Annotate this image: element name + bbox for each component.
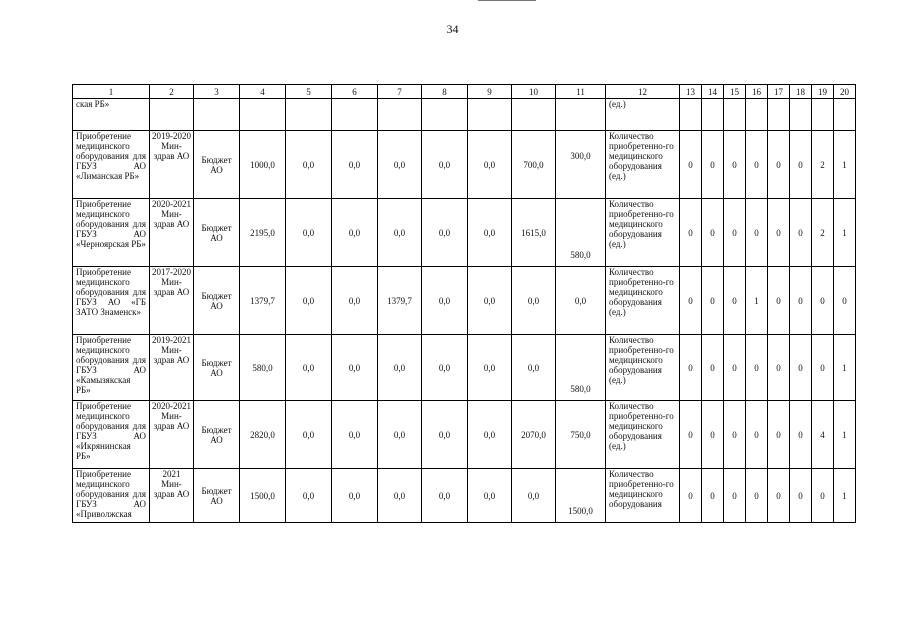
header-cell: 18 (790, 85, 812, 99)
amount-c6: 0,0 (332, 199, 378, 267)
period-executor: 2017-2020 Мин-здрав АО (150, 267, 194, 335)
amount-c7: 0,0 (378, 131, 422, 199)
amount-c11: 750,0 (556, 401, 606, 469)
amount-c4: 580,0 (240, 335, 286, 401)
indicator-name: Количество приобретенно-го медицинского оборудования (ед.) (606, 267, 680, 335)
indicator-year-value: 0 (746, 199, 768, 267)
amount-c6: 0,0 (332, 469, 378, 523)
indicator-year-value: 0 (746, 469, 768, 523)
indicator-year-value: 0 (834, 267, 856, 335)
funding-source: Бюджет АО (194, 401, 240, 469)
indicator-year-value: 0 (768, 267, 790, 335)
header-cell: 19 (812, 85, 834, 99)
table-row (73, 469, 856, 523)
indicator-year-value: 0 (812, 335, 834, 401)
header-cell: 11 (556, 85, 606, 99)
amount-c9: 0,0 (468, 131, 512, 199)
indicator-year-value: 0 (702, 335, 724, 401)
indicator-year-value: 1 (834, 131, 856, 199)
funding-source: Бюджет АО (194, 131, 240, 199)
period-executor: 2020-2021 Мин-здрав АО (150, 199, 194, 267)
header-cell: 14 (702, 85, 724, 99)
program-table (72, 84, 856, 523)
indicator-year-value: 0 (680, 335, 702, 401)
indicator-year-value: 0 (724, 335, 746, 401)
amount-c5: 0,0 (286, 267, 332, 335)
table-row (73, 131, 856, 199)
amount-c9: 0,0 (468, 267, 512, 335)
amount-c6: 0,0 (332, 401, 378, 469)
funding-source: Бюджет АО (194, 335, 240, 401)
amount-c5: 0,0 (286, 335, 332, 401)
indicator-year-value: 0 (790, 267, 812, 335)
header-cell: 2 (150, 85, 194, 99)
indicator-year-value: 0 (702, 469, 724, 523)
amount-c8: 0,0 (422, 469, 468, 523)
period-executor: 2019-2021 Мин-здрав АО (150, 335, 194, 401)
header-row (73, 85, 856, 99)
amount-c4: 2195,0 (240, 199, 286, 267)
amount-c5: 0,0 (286, 199, 332, 267)
funding-source: Бюджет АО (194, 199, 240, 267)
amount-c10: 0,0 (512, 267, 556, 335)
amount-c7: 1379,7 (378, 267, 422, 335)
indicator-year-value: 0 (724, 469, 746, 523)
measure-name: Приобретение медицинского оборудования для ГБУЗ АО «Камызякская РБ» (73, 335, 150, 401)
scan-mark (478, 0, 536, 3)
indicator-year-value: 0 (746, 401, 768, 469)
amount-c6: 0,0 (332, 267, 378, 335)
indicator-year-value: 1 (746, 267, 768, 335)
indicator-year-value: 0 (724, 267, 746, 335)
header-cell: 12 (606, 85, 680, 99)
amount-c11: 300,0 (556, 131, 606, 199)
indicator-year-value: 0 (790, 469, 812, 523)
indicator-year-value: 0 (680, 469, 702, 523)
indicator-year-value: 1 (834, 335, 856, 401)
amount-c8: 0,0 (422, 267, 468, 335)
table-row (73, 199, 856, 267)
header-cell: 13 (680, 85, 702, 99)
table-row (73, 267, 856, 335)
indicator-year-value: 0 (680, 401, 702, 469)
amount-c10: 700,0 (512, 131, 556, 199)
indicator-year-value: 0 (724, 401, 746, 469)
amount-c9: 0,0 (468, 401, 512, 469)
indicator-year-value: 0 (790, 199, 812, 267)
amount-c11: 1500,0 (556, 469, 606, 523)
continuation-row (73, 99, 856, 131)
amount-c11: 0,0 (556, 267, 606, 335)
amount-c7: 0,0 (378, 469, 422, 523)
amount-c7: 0,0 (378, 401, 422, 469)
indicator-year-value: 2 (812, 131, 834, 199)
amount-c5: 0,0 (286, 401, 332, 469)
measure-name: Приобретение медицинского оборудования для ГБУЗ АО «ГБ ЗАТО Знаменск» (73, 267, 150, 335)
indicator-year-value: 0 (812, 469, 834, 523)
amount-c4: 2820,0 (240, 401, 286, 469)
amount-c6: 0,0 (332, 335, 378, 401)
period-executor: 2020-2021 Мин-здрав АО (150, 401, 194, 469)
indicator-year-value: 0 (724, 199, 746, 267)
amount-c4: 1500,0 (240, 469, 286, 523)
indicator-year-value: 0 (746, 335, 768, 401)
amount-c11: 580,0 (556, 335, 606, 401)
amount-c11: 580,0 (556, 199, 606, 267)
header-cell: 3 (194, 85, 240, 99)
indicator-year-value: 1 (834, 401, 856, 469)
header-cell: 5 (286, 85, 332, 99)
measure-name: Приобретение медицинского оборудования для ГБУЗ АО «Икрянинская РБ» (73, 401, 150, 469)
amount-c9: 0,0 (468, 469, 512, 523)
period-executor: 2021 Мин-здрав АО (150, 469, 194, 523)
header-cell: 17 (768, 85, 790, 99)
indicator-year-value: 1 (834, 199, 856, 267)
indicator-year-value: 0 (680, 199, 702, 267)
indicator-year-value: 0 (702, 401, 724, 469)
header-cell: 4 (240, 85, 286, 99)
amount-c8: 0,0 (422, 335, 468, 401)
measure-name: Приобретение медицинского оборудования для ГБУЗ АО «Приволжская (73, 469, 150, 523)
amount-c10: 1615,0 (512, 199, 556, 267)
indicator-year-value: 0 (790, 335, 812, 401)
indicator-year-value: 0 (768, 131, 790, 199)
amount-c9: 0,0 (468, 199, 512, 267)
amount-c7: 0,0 (378, 199, 422, 267)
page-number: 34 (446, 22, 459, 36)
amount-c5: 0,0 (286, 131, 332, 199)
measure-name: Приобретение медицинского оборудования для ГБУЗ АО «Черноярская РБ» (73, 199, 150, 267)
indicator-year-value: 0 (724, 131, 746, 199)
indicator-year-value: 0 (680, 131, 702, 199)
indicator-year-value: 0 (702, 199, 724, 267)
indicator-year-value: 2 (812, 199, 834, 267)
indicator-year-value: 0 (702, 131, 724, 199)
amount-c9: 0,0 (468, 335, 512, 401)
continued-name: ская РБ» (73, 99, 150, 131)
amount-c6: 0,0 (332, 131, 378, 199)
indicator-year-value: 0 (768, 199, 790, 267)
indicator-year-value: 1 (834, 469, 856, 523)
measure-name: Приобретение медицинского оборудования для ГБУЗ АО «Лиманская РБ» (73, 131, 150, 199)
continued-indicator: (ед.) (606, 99, 680, 131)
header-cell: 20 (834, 85, 856, 99)
header-cell: 9 (468, 85, 512, 99)
funding-source: Бюджет АО (194, 267, 240, 335)
header-cell: 16 (746, 85, 768, 99)
amount-c4: 1000,0 (240, 131, 286, 199)
indicator-year-value: 0 (768, 335, 790, 401)
indicator-year-value: 0 (746, 131, 768, 199)
indicator-year-value: 0 (790, 131, 812, 199)
amount-c8: 0,0 (422, 199, 468, 267)
amount-c8: 0,0 (422, 401, 468, 469)
indicator-name: Количество приобретенно-го медицинского оборудования (ед.) (606, 131, 680, 199)
amount-c7: 0,0 (378, 335, 422, 401)
funding-source: Бюджет АО (194, 469, 240, 523)
amount-c4: 1379,7 (240, 267, 286, 335)
indicator-name: Количество приобретенно-го медицинского оборудования (ед.) (606, 401, 680, 469)
indicator-name: Количество приобретенно-го медицинского оборудования (ед.) (606, 335, 680, 401)
amount-c10: 0,0 (512, 335, 556, 401)
table-row (73, 401, 856, 469)
header-cell: 7 (378, 85, 422, 99)
indicator-year-value: 0 (768, 469, 790, 523)
header-cell: 10 (512, 85, 556, 99)
header-cell: 15 (724, 85, 746, 99)
amount-c10: 0,0 (512, 469, 556, 523)
header-cell: 6 (332, 85, 378, 99)
amount-c10: 2070,0 (512, 401, 556, 469)
header-cell: 8 (422, 85, 468, 99)
indicator-year-value: 0 (702, 267, 724, 335)
indicator-year-value: 4 (812, 401, 834, 469)
amount-c5: 0,0 (286, 469, 332, 523)
indicator-year-value: 0 (680, 267, 702, 335)
table-row (73, 335, 856, 401)
indicator-year-value: 0 (768, 401, 790, 469)
indicator-year-value: 0 (790, 401, 812, 469)
indicator-year-value: 0 (812, 267, 834, 335)
amount-c8: 0,0 (422, 131, 468, 199)
period-executor: 2019-2020 Мин-здрав АО (150, 131, 194, 199)
indicator-name: Количество приобретенно-го медицинского оборудования (ед.) (606, 199, 680, 267)
header-cell: 1 (73, 85, 150, 99)
indicator-name: Количество приобретенно-го медицинского оборудования (606, 469, 680, 523)
